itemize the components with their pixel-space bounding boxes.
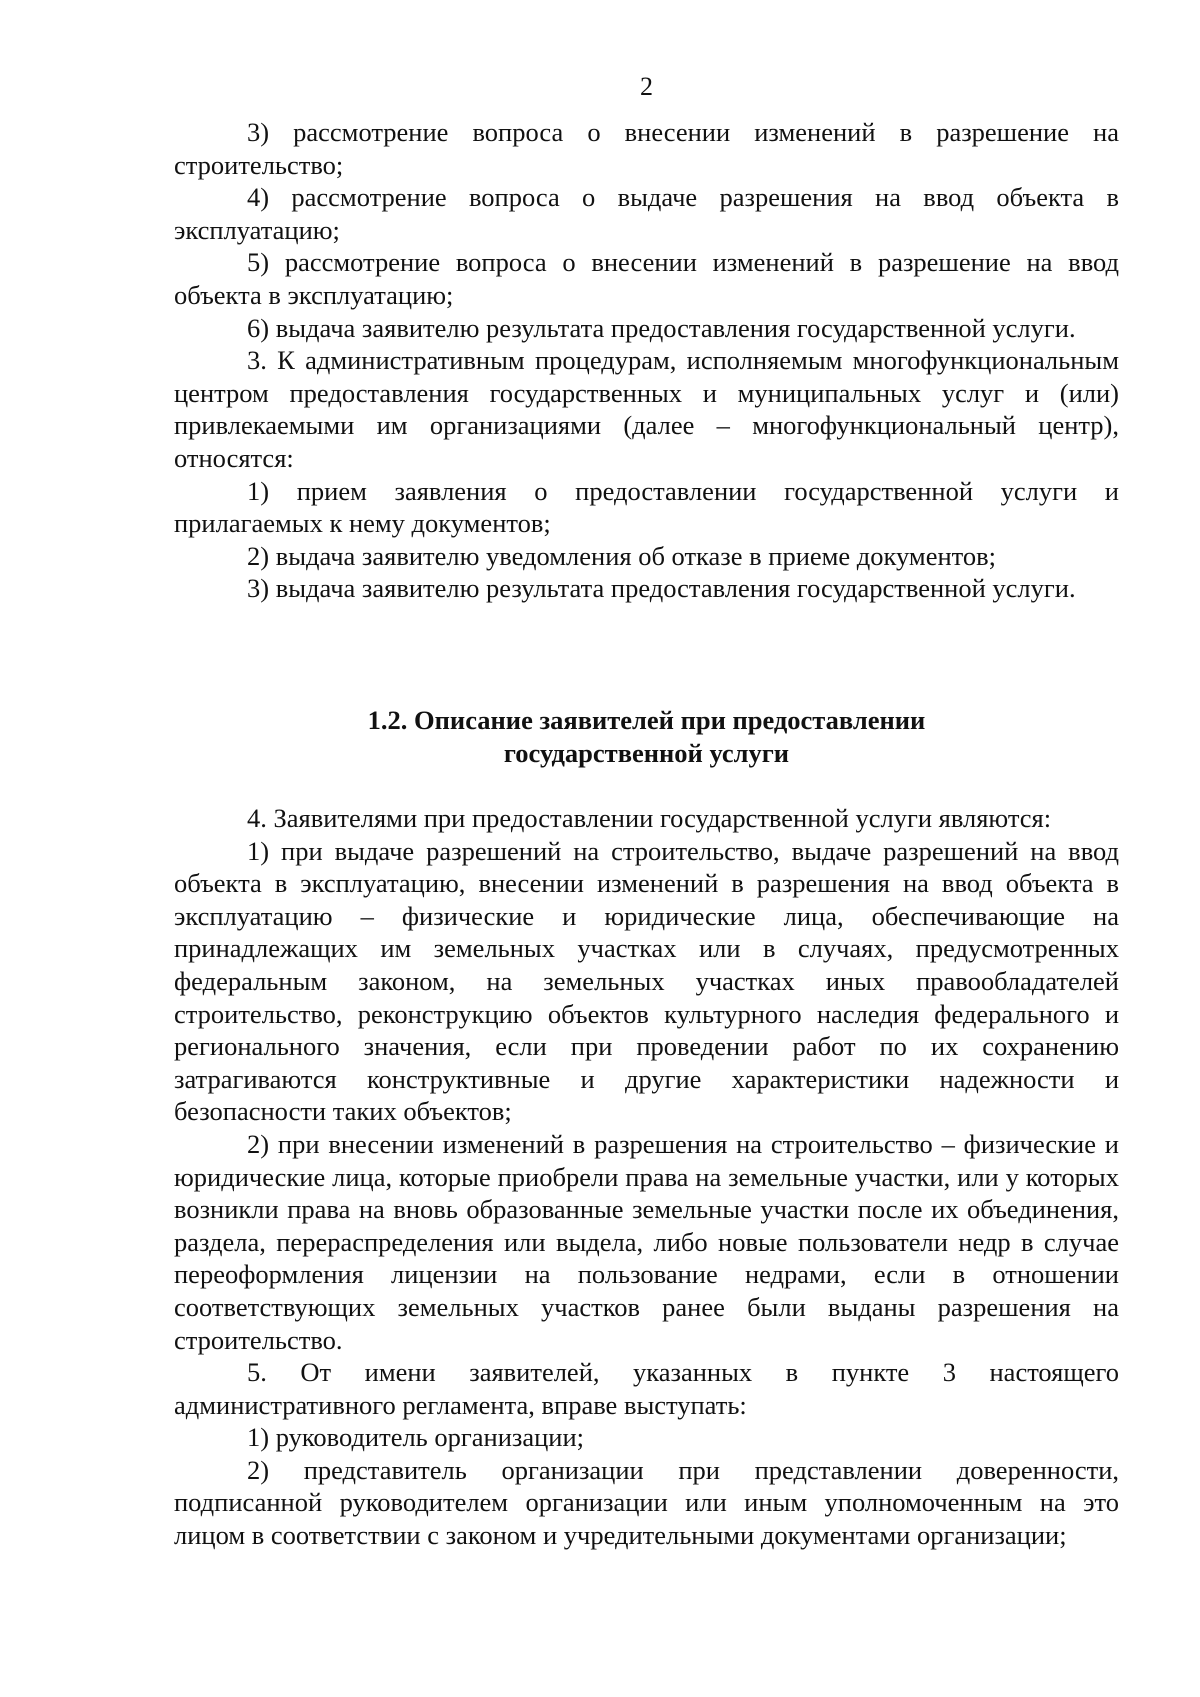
- paragraph: 4. Заявителями при предоставлении государственной услуги являются:: [247, 803, 1052, 833]
- section-heading-line-2: государственной услуги: [503, 738, 790, 768]
- paragraph: 5) рассмотрение вопроса о внесении изменений в разрешение на ввод объекта в эксплуатацию;: [174, 247, 1119, 310]
- paragraph: 3. К административным процедурам, исполняемым многофункциональным центром предоставления государственных и муниципальных услуг и (или) привлекаемыми им организациями (далее – многофункциональный центр), относятся:: [174, 345, 1119, 473]
- paragraph: 2) выдача заявителю уведомления об отказе в приеме документов;: [247, 540, 997, 571]
- paragraph: 2) представитель организации при представлении доверенности, подписанной руководителем организации или иным уполномоченным на это лицом в соответствии с законом и учредительными документами организации;: [174, 1454, 1119, 1551]
- paragraph: 5. От имени заявителей, указанных в пункте 3 настоящего административного регламента, вправе выступать:: [174, 1357, 1119, 1420]
- paragraph: 6) выдача заявителю результата предоставления государственной услуги.: [247, 312, 1076, 343]
- paragraph: 3) выдача заявителю результата предоставления государственной услуги.: [247, 573, 1076, 604]
- paragraph: 4) рассмотрение вопроса о выдаче разрешения на ввод объекта в эксплуатацию;: [174, 182, 1119, 245]
- paragraph: 1) при выдаче разрешений на строительство, выдаче разрешений на ввод объекта в эксплуатацию, внесении изменений в разрешения на ввод объекта в эксплуатацию – физические и юридические лица, обеспечивающие на принадлежащих им земельных участках или в случаях, предусмотренных федеральным законом, на земельных участках иных правообладателей строительство, реконструкцию объектов культурного наследия федерального и регионального значения, если при проведении работ по их сохранению затрагиваются конструктивные и другие характеристики надежности и безопасности таких объектов;: [174, 835, 1119, 1127]
- page-number: 2: [640, 72, 653, 101]
- procedures-list: [174, 116, 1119, 605]
- paragraph: 3) рассмотрение вопроса о внесении изменений в разрешение на строительство;: [174, 117, 1119, 180]
- applicants-list: [174, 802, 1119, 1552]
- section-heading: [174, 704, 1119, 770]
- paragraph: 2) при внесении изменений в разрешения на строительство – физические и юридические лица, которые приобрели права на земельные участки, или у которых возникли права на вновь образованные земельные участки после их объединения, раздела, перераспределения или выдела, либо новые пользователи недр в случае переоформления лицензии на пользование недрами, если в отношении соответствующих земельных участков ранее были выданы разрешения на строительство.: [174, 1128, 1119, 1355]
- section-heading-line-1: 1.2. Описание заявителей при предоставлении: [367, 705, 926, 735]
- paragraph: 1) прием заявления о предоставлении государственной услуги и прилагаемых к нему документов;: [174, 475, 1119, 539]
- paragraph: 1) руководитель организации;: [247, 1422, 585, 1453]
